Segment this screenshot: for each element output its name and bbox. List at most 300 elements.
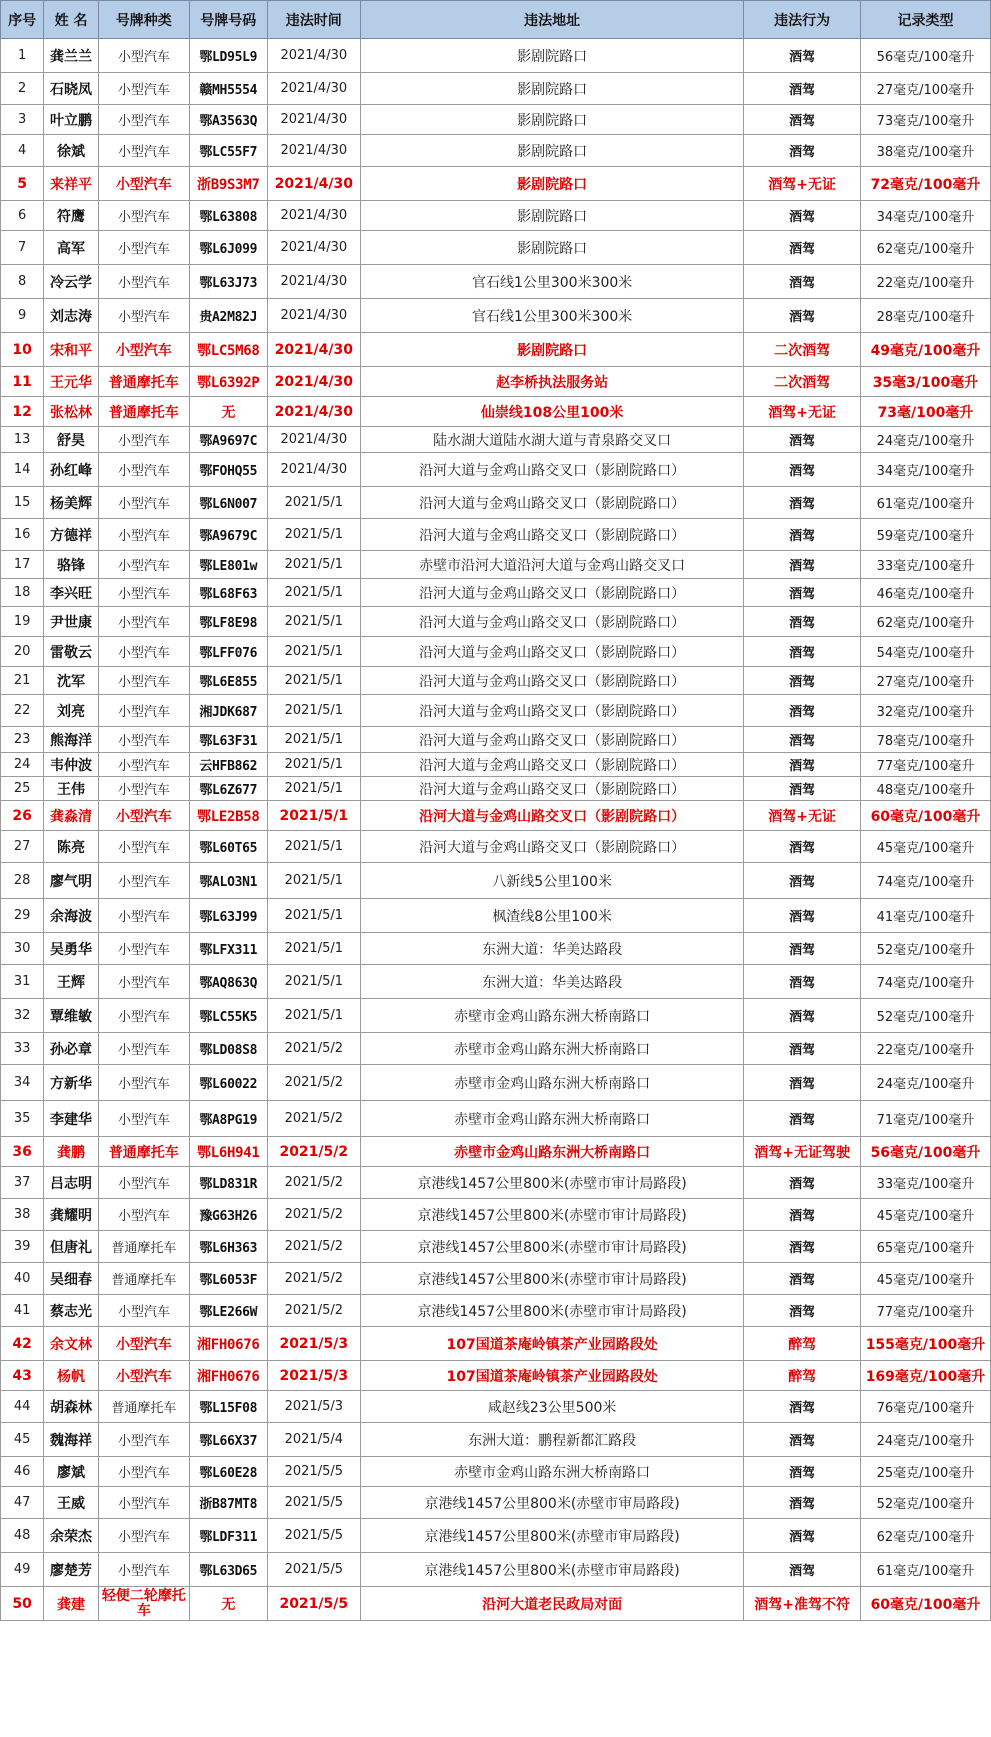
cell-record: 54毫克/100毫升 bbox=[860, 637, 990, 667]
cell-behavior: 二次酒驾 bbox=[744, 333, 861, 367]
cell-plate: 鄂L63F31 bbox=[189, 727, 267, 753]
cell-record: 56毫克/100毫升 bbox=[860, 39, 990, 73]
col-header: 号牌种类 bbox=[98, 1, 189, 39]
cell-behavior: 酒驾 bbox=[744, 299, 861, 333]
cell-name: 孙必章 bbox=[44, 1033, 98, 1065]
cell-record: 73毫/100毫升 bbox=[860, 397, 990, 427]
cell-plate: 鄂FOHQ55 bbox=[189, 453, 267, 487]
cell-no: 6 bbox=[1, 201, 44, 231]
cell-time: 2021/5/3 bbox=[267, 1327, 360, 1361]
cell-type: 小型汽车 bbox=[98, 637, 189, 667]
cell-record: 78毫克/100毫升 bbox=[860, 727, 990, 753]
cell-addr: 影剧院路口 bbox=[360, 105, 743, 135]
cell-behavior: 醉驾 bbox=[744, 1327, 861, 1361]
cell-type: 小型汽车 bbox=[98, 1295, 189, 1327]
cell-time: 2021/5/2 bbox=[267, 1101, 360, 1137]
cell-no: 12 bbox=[1, 397, 44, 427]
cell-time: 2021/4/30 bbox=[267, 333, 360, 367]
cell-time: 2021/4/30 bbox=[267, 453, 360, 487]
cell-time: 2021/4/30 bbox=[267, 231, 360, 265]
cell-time: 2021/4/30 bbox=[267, 299, 360, 333]
table-row bbox=[1, 1361, 991, 1391]
cell-name: 冷云学 bbox=[44, 265, 98, 299]
cell-behavior: 酒驾 bbox=[744, 863, 861, 899]
cell-name: 刘志涛 bbox=[44, 299, 98, 333]
cell-addr: 京港线1457公里800米(赤壁市审计局路段) bbox=[360, 1263, 743, 1295]
table-row bbox=[1, 333, 991, 367]
cell-behavior: 酒驾 bbox=[744, 753, 861, 777]
cell-name: 余荣杰 bbox=[44, 1519, 98, 1553]
cell-behavior: 酒驾 bbox=[744, 487, 861, 519]
cell-plate: 无 bbox=[189, 397, 267, 427]
cell-plate: 湘FH0676 bbox=[189, 1361, 267, 1391]
cell-addr: 沿河大道与金鸡山路交叉口（影剧院路口） bbox=[360, 777, 743, 801]
cell-type: 小型汽车 bbox=[98, 607, 189, 637]
cell-no: 13 bbox=[1, 427, 44, 453]
table-row bbox=[1, 777, 991, 801]
table-row bbox=[1, 167, 991, 201]
cell-addr: 沿河大道与金鸡山路交叉口（影剧院路口） bbox=[360, 453, 743, 487]
table-row bbox=[1, 1033, 991, 1065]
cell-addr: 107国道茶庵岭镇茶产业园路段处 bbox=[360, 1361, 743, 1391]
table-row bbox=[1, 727, 991, 753]
cell-behavior: 酒驾 bbox=[744, 777, 861, 801]
cell-plate: 鄂LFF076 bbox=[189, 637, 267, 667]
cell-name: 沈军 bbox=[44, 667, 98, 695]
cell-name: 石晓凤 bbox=[44, 73, 98, 105]
cell-behavior: 酒驾 bbox=[744, 1423, 861, 1457]
cell-no: 9 bbox=[1, 299, 44, 333]
cell-addr: 赤壁市金鸡山路东洲大桥南路口 bbox=[360, 1137, 743, 1167]
cell-addr: 沿河大道与金鸡山路交叉口（影剧院路口） bbox=[360, 801, 743, 831]
cell-plate: 鄂LE266W bbox=[189, 1295, 267, 1327]
cell-plate: 鄂L6J099 bbox=[189, 231, 267, 265]
cell-no: 3 bbox=[1, 105, 44, 135]
cell-plate: 云HFB862 bbox=[189, 753, 267, 777]
cell-record: 72毫克/100毫升 bbox=[860, 167, 990, 201]
cell-name: 吴细春 bbox=[44, 1263, 98, 1295]
cell-no: 20 bbox=[1, 637, 44, 667]
cell-no: 5 bbox=[1, 167, 44, 201]
table-row bbox=[1, 519, 991, 551]
cell-time: 2021/5/5 bbox=[267, 1587, 360, 1621]
cell-name: 胡森林 bbox=[44, 1391, 98, 1423]
cell-name: 蔡志光 bbox=[44, 1295, 98, 1327]
cell-behavior: 酒驾 bbox=[744, 1391, 861, 1423]
cell-time: 2021/5/1 bbox=[267, 607, 360, 637]
cell-behavior: 酒驾+准驾不符 bbox=[744, 1587, 861, 1621]
table-row bbox=[1, 231, 991, 265]
cell-plate: 鄂LD08S8 bbox=[189, 1033, 267, 1065]
cell-addr: 东洲大道：华美达路段 bbox=[360, 933, 743, 965]
cell-time: 2021/5/1 bbox=[267, 899, 360, 933]
cell-record: 46毫克/100毫升 bbox=[860, 579, 990, 607]
table-row bbox=[1, 487, 991, 519]
cell-behavior: 酒驾 bbox=[744, 1167, 861, 1199]
table-row bbox=[1, 453, 991, 487]
cell-behavior: 二次酒驾 bbox=[744, 367, 861, 397]
cell-no: 15 bbox=[1, 487, 44, 519]
cell-time: 2021/5/1 bbox=[267, 579, 360, 607]
cell-time: 2021/4/30 bbox=[267, 265, 360, 299]
cell-addr: 八新线5公里100米 bbox=[360, 863, 743, 899]
cell-time: 2021/5/3 bbox=[267, 1361, 360, 1391]
cell-name: 骆锋 bbox=[44, 551, 98, 579]
header-row bbox=[1, 1, 991, 39]
table-row bbox=[1, 1391, 991, 1423]
cell-behavior: 酒驾 bbox=[744, 427, 861, 453]
cell-type: 小型汽车 bbox=[98, 1199, 189, 1231]
cell-addr: 沿河大道与金鸡山路交叉口（影剧院路口） bbox=[360, 667, 743, 695]
cell-plate: 鄂LC55F7 bbox=[189, 135, 267, 167]
cell-record: 74毫克/100毫升 bbox=[860, 965, 990, 999]
cell-type: 小型汽车 bbox=[98, 231, 189, 265]
cell-behavior: 酒驾 bbox=[744, 831, 861, 863]
cell-record: 77毫克/100毫升 bbox=[860, 1295, 990, 1327]
cell-time: 2021/5/2 bbox=[267, 1263, 360, 1295]
cell-name: 徐斌 bbox=[44, 135, 98, 167]
cell-time: 2021/5/1 bbox=[267, 519, 360, 551]
cell-type: 小型汽车 bbox=[98, 1065, 189, 1101]
cell-type: 普通摩托车 bbox=[98, 1137, 189, 1167]
table-row bbox=[1, 265, 991, 299]
cell-no: 31 bbox=[1, 965, 44, 999]
cell-addr: 赤壁市金鸡山路东洲大桥南路口 bbox=[360, 1457, 743, 1487]
table-row bbox=[1, 1587, 991, 1621]
table-row bbox=[1, 801, 991, 831]
cell-type: 小型汽车 bbox=[98, 1423, 189, 1457]
cell-plate: 鄂L63J73 bbox=[189, 265, 267, 299]
cell-no: 43 bbox=[1, 1361, 44, 1391]
cell-type: 小型汽车 bbox=[98, 1519, 189, 1553]
cell-type: 小型汽车 bbox=[98, 551, 189, 579]
cell-plate: 鄂LE2B58 bbox=[189, 801, 267, 831]
cell-record: 52毫克/100毫升 bbox=[860, 999, 990, 1033]
cell-plate: 鄂LD95L9 bbox=[189, 39, 267, 73]
cell-addr: 东洲大道：鹏程新都汇路段 bbox=[360, 1423, 743, 1457]
cell-no: 30 bbox=[1, 933, 44, 965]
cell-time: 2021/4/30 bbox=[267, 367, 360, 397]
table-row bbox=[1, 299, 991, 333]
cell-no: 48 bbox=[1, 1519, 44, 1553]
cell-addr: 影剧院路口 bbox=[360, 73, 743, 105]
cell-addr: 赤壁市沿河大道沿河大道与金鸡山路交叉口 bbox=[360, 551, 743, 579]
cell-type: 小型汽车 bbox=[98, 487, 189, 519]
table-row bbox=[1, 637, 991, 667]
cell-record: 71毫克/100毫升 bbox=[860, 1101, 990, 1137]
cell-no: 47 bbox=[1, 1487, 44, 1519]
cell-name: 杨帆 bbox=[44, 1361, 98, 1391]
cell-name: 但唐礼 bbox=[44, 1231, 98, 1263]
cell-type: 小型汽车 bbox=[98, 1033, 189, 1065]
cell-plate: 贵A2M82J bbox=[189, 299, 267, 333]
cell-behavior: 酒驾 bbox=[744, 899, 861, 933]
cell-time: 2021/5/1 bbox=[267, 863, 360, 899]
cell-no: 16 bbox=[1, 519, 44, 551]
cell-type: 小型汽车 bbox=[98, 727, 189, 753]
cell-name: 高军 bbox=[44, 231, 98, 265]
cell-time: 2021/5/2 bbox=[267, 1199, 360, 1231]
cell-name: 吕志明 bbox=[44, 1167, 98, 1199]
cell-time: 2021/4/30 bbox=[267, 39, 360, 73]
cell-no: 32 bbox=[1, 999, 44, 1033]
cell-time: 2021/4/30 bbox=[267, 105, 360, 135]
cell-addr: 沿河大道与金鸡山路交叉口（影剧院路口） bbox=[360, 831, 743, 863]
cell-name: 方德祥 bbox=[44, 519, 98, 551]
cell-no: 25 bbox=[1, 777, 44, 801]
cell-type: 小型汽车 bbox=[98, 73, 189, 105]
cell-name: 陈亮 bbox=[44, 831, 98, 863]
cell-addr: 陆水湖大道陆水湖大道与青泉路交叉口 bbox=[360, 427, 743, 453]
cell-addr: 京港线1457公里800米(赤壁市审计局路段) bbox=[360, 1295, 743, 1327]
cell-type: 小型汽车 bbox=[98, 1327, 189, 1361]
cell-record: 52毫克/100毫升 bbox=[860, 1487, 990, 1519]
cell-behavior: 酒驾 bbox=[744, 1231, 861, 1263]
cell-behavior: 酒驾 bbox=[744, 1065, 861, 1101]
cell-name: 杨美辉 bbox=[44, 487, 98, 519]
cell-record: 61毫克/100毫升 bbox=[860, 487, 990, 519]
cell-no: 35 bbox=[1, 1101, 44, 1137]
table-row bbox=[1, 999, 991, 1033]
cell-type: 轻便二轮摩托车 bbox=[98, 1587, 189, 1621]
cell-addr: 京港线1457公里800米(赤壁市审计局路段) bbox=[360, 1231, 743, 1263]
table-row bbox=[1, 1199, 991, 1231]
cell-behavior: 醉驾 bbox=[744, 1361, 861, 1391]
table-row bbox=[1, 1553, 991, 1587]
table-row bbox=[1, 1295, 991, 1327]
cell-name: 龚耀明 bbox=[44, 1199, 98, 1231]
cell-addr: 官石线1公里300米300米 bbox=[360, 299, 743, 333]
cell-no: 19 bbox=[1, 607, 44, 637]
cell-name: 龚鹏 bbox=[44, 1137, 98, 1167]
cell-plate: 浙B87MT8 bbox=[189, 1487, 267, 1519]
cell-type: 小型汽车 bbox=[98, 105, 189, 135]
cell-time: 2021/5/5 bbox=[267, 1457, 360, 1487]
table-row bbox=[1, 1487, 991, 1519]
cell-name: 吴勇华 bbox=[44, 933, 98, 965]
cell-no: 4 bbox=[1, 135, 44, 167]
cell-no: 28 bbox=[1, 863, 44, 899]
cell-addr: 京港线1457公里800米(赤壁市审计局路段) bbox=[360, 1167, 743, 1199]
cell-addr: 京港线1457公里800米(赤壁市审计局路段) bbox=[360, 1199, 743, 1231]
cell-time: 2021/5/1 bbox=[267, 777, 360, 801]
cell-name: 刘亮 bbox=[44, 695, 98, 727]
cell-addr: 影剧院路口 bbox=[360, 135, 743, 167]
cell-plate: 无 bbox=[189, 1587, 267, 1621]
table-row bbox=[1, 965, 991, 999]
cell-addr: 赵李桥执法服务站 bbox=[360, 367, 743, 397]
cell-type: 小型汽车 bbox=[98, 933, 189, 965]
cell-addr: 影剧院路口 bbox=[360, 39, 743, 73]
cell-time: 2021/4/30 bbox=[267, 201, 360, 231]
cell-type: 小型汽车 bbox=[98, 453, 189, 487]
col-header: 违法行为 bbox=[744, 1, 861, 39]
cell-no: 23 bbox=[1, 727, 44, 753]
table-row bbox=[1, 1231, 991, 1263]
cell-type: 普通摩托车 bbox=[98, 1231, 189, 1263]
cell-name: 余文林 bbox=[44, 1327, 98, 1361]
cell-record: 60毫克/100毫升 bbox=[860, 801, 990, 831]
cell-time: 2021/5/1 bbox=[267, 487, 360, 519]
cell-behavior: 酒驾 bbox=[744, 551, 861, 579]
cell-no: 34 bbox=[1, 1065, 44, 1101]
col-header: 违法地址 bbox=[360, 1, 743, 39]
cell-behavior: 酒驾 bbox=[744, 39, 861, 73]
cell-time: 2021/5/5 bbox=[267, 1487, 360, 1519]
table-row bbox=[1, 1167, 991, 1199]
cell-name: 尹世康 bbox=[44, 607, 98, 637]
cell-name: 来祥平 bbox=[44, 167, 98, 201]
cell-record: 52毫克/100毫升 bbox=[860, 933, 990, 965]
cell-behavior: 酒驾 bbox=[744, 933, 861, 965]
cell-record: 65毫克/100毫升 bbox=[860, 1231, 990, 1263]
cell-no: 7 bbox=[1, 231, 44, 265]
cell-addr: 京港线1457公里800米(赤壁市审局路段) bbox=[360, 1487, 743, 1519]
cell-record: 48毫克/100毫升 bbox=[860, 777, 990, 801]
cell-time: 2021/5/1 bbox=[267, 667, 360, 695]
table-row bbox=[1, 607, 991, 637]
cell-type: 小型汽车 bbox=[98, 965, 189, 999]
cell-time: 2021/4/30 bbox=[267, 427, 360, 453]
cell-behavior: 酒驾 bbox=[744, 231, 861, 265]
cell-type: 小型汽车 bbox=[98, 201, 189, 231]
cell-record: 49毫克/100毫升 bbox=[860, 333, 990, 367]
cell-type: 小型汽车 bbox=[98, 777, 189, 801]
cell-record: 35毫3/100毫升 bbox=[860, 367, 990, 397]
cell-name: 熊海洋 bbox=[44, 727, 98, 753]
cell-time: 2021/5/2 bbox=[267, 1295, 360, 1327]
cell-behavior: 酒驾 bbox=[744, 1199, 861, 1231]
cell-plate: 鄂L66X37 bbox=[189, 1423, 267, 1457]
col-header: 记录类型 bbox=[860, 1, 990, 39]
cell-type: 小型汽车 bbox=[98, 831, 189, 863]
cell-plate: 鄂L15F08 bbox=[189, 1391, 267, 1423]
cell-type: 小型汽车 bbox=[98, 333, 189, 367]
cell-plate: 鄂L6392P bbox=[189, 367, 267, 397]
cell-time: 2021/5/1 bbox=[267, 801, 360, 831]
table-row bbox=[1, 753, 991, 777]
cell-addr: 东洲大道：华美达路段 bbox=[360, 965, 743, 999]
cell-record: 28毫克/100毫升 bbox=[860, 299, 990, 333]
cell-record: 45毫克/100毫升 bbox=[860, 1199, 990, 1231]
cell-behavior: 酒驾 bbox=[744, 1457, 861, 1487]
cell-record: 74毫克/100毫升 bbox=[860, 863, 990, 899]
cell-behavior: 酒驾+无证 bbox=[744, 167, 861, 201]
cell-type: 小型汽车 bbox=[98, 1101, 189, 1137]
cell-time: 2021/5/1 bbox=[267, 753, 360, 777]
cell-name: 王威 bbox=[44, 1487, 98, 1519]
cell-time: 2021/5/1 bbox=[267, 695, 360, 727]
cell-addr: 影剧院路口 bbox=[360, 231, 743, 265]
cell-plate: 鄂A8PG19 bbox=[189, 1101, 267, 1137]
cell-addr: 影剧院路口 bbox=[360, 333, 743, 367]
cell-record: 25毫克/100毫升 bbox=[860, 1457, 990, 1487]
table-row bbox=[1, 551, 991, 579]
cell-behavior: 酒驾 bbox=[744, 965, 861, 999]
cell-name: 廖楚芳 bbox=[44, 1553, 98, 1587]
cell-record: 62毫克/100毫升 bbox=[860, 607, 990, 637]
cell-type: 普通摩托车 bbox=[98, 397, 189, 427]
cell-type: 小型汽车 bbox=[98, 1167, 189, 1199]
cell-behavior: 酒驾 bbox=[744, 265, 861, 299]
cell-type: 小型汽车 bbox=[98, 899, 189, 933]
cell-record: 45毫克/100毫升 bbox=[860, 1263, 990, 1295]
cell-behavior: 酒驾 bbox=[744, 695, 861, 727]
cell-no: 10 bbox=[1, 333, 44, 367]
cell-behavior: 酒驾 bbox=[744, 1487, 861, 1519]
cell-addr: 沿河大道与金鸡山路交叉口（影剧院路口） bbox=[360, 519, 743, 551]
cell-time: 2021/5/2 bbox=[267, 1065, 360, 1101]
cell-no: 14 bbox=[1, 453, 44, 487]
cell-name: 韦仲波 bbox=[44, 753, 98, 777]
cell-plate: 鄂A9679C bbox=[189, 519, 267, 551]
table-row bbox=[1, 831, 991, 863]
cell-time: 2021/5/1 bbox=[267, 933, 360, 965]
table-row bbox=[1, 367, 991, 397]
cell-behavior: 酒驾 bbox=[744, 519, 861, 551]
cell-type: 小型汽车 bbox=[98, 999, 189, 1033]
cell-name: 余海波 bbox=[44, 899, 98, 933]
cell-type: 普通摩托车 bbox=[98, 1263, 189, 1295]
cell-plate: 鄂L60T65 bbox=[189, 831, 267, 863]
cell-behavior: 酒驾 bbox=[744, 1101, 861, 1137]
col-header: 违法时间 bbox=[267, 1, 360, 39]
cell-behavior: 酒驾 bbox=[744, 135, 861, 167]
cell-behavior: 酒驾 bbox=[744, 1295, 861, 1327]
cell-addr: 赤壁市金鸡山路东洲大桥南路口 bbox=[360, 1033, 743, 1065]
cell-name: 魏海祥 bbox=[44, 1423, 98, 1457]
cell-addr: 影剧院路口 bbox=[360, 201, 743, 231]
cell-name: 王伟 bbox=[44, 777, 98, 801]
cell-behavior: 酒驾+无证 bbox=[744, 397, 861, 427]
cell-type: 小型汽车 bbox=[98, 667, 189, 695]
cell-type: 小型汽车 bbox=[98, 299, 189, 333]
cell-name: 张松林 bbox=[44, 397, 98, 427]
col-header: 号牌号码 bbox=[189, 1, 267, 39]
cell-no: 29 bbox=[1, 899, 44, 933]
cell-behavior: 酒驾 bbox=[744, 637, 861, 667]
cell-name: 覃维敏 bbox=[44, 999, 98, 1033]
cell-plate: 鄂LF8E98 bbox=[189, 607, 267, 637]
cell-record: 56毫克/100毫升 bbox=[860, 1137, 990, 1167]
cell-time: 2021/5/1 bbox=[267, 637, 360, 667]
cell-no: 44 bbox=[1, 1391, 44, 1423]
cell-name: 王元华 bbox=[44, 367, 98, 397]
cell-record: 62毫克/100毫升 bbox=[860, 1519, 990, 1553]
cell-type: 小型汽车 bbox=[98, 1553, 189, 1587]
cell-behavior: 酒驾 bbox=[744, 579, 861, 607]
cell-name: 李兴旺 bbox=[44, 579, 98, 607]
table-row bbox=[1, 1423, 991, 1457]
cell-record: 61毫克/100毫升 bbox=[860, 1553, 990, 1587]
cell-addr: 沿河大道与金鸡山路交叉口（影剧院路口） bbox=[360, 579, 743, 607]
cell-type: 小型汽车 bbox=[98, 1487, 189, 1519]
cell-time: 2021/5/5 bbox=[267, 1519, 360, 1553]
cell-plate: 鄂LC55K5 bbox=[189, 999, 267, 1033]
cell-name: 龚淼清 bbox=[44, 801, 98, 831]
cell-plate: 鄂L6N007 bbox=[189, 487, 267, 519]
cell-plate: 鄂LE801w bbox=[189, 551, 267, 579]
cell-name: 舒昊 bbox=[44, 427, 98, 453]
cell-addr: 官石线1公里300米300米 bbox=[360, 265, 743, 299]
table-row bbox=[1, 695, 991, 727]
cell-no: 38 bbox=[1, 1199, 44, 1231]
cell-time: 2021/5/5 bbox=[267, 1553, 360, 1587]
cell-no: 1 bbox=[1, 39, 44, 73]
cell-behavior: 酒驾 bbox=[744, 667, 861, 695]
cell-no: 46 bbox=[1, 1457, 44, 1487]
cell-record: 62毫克/100毫升 bbox=[860, 231, 990, 265]
